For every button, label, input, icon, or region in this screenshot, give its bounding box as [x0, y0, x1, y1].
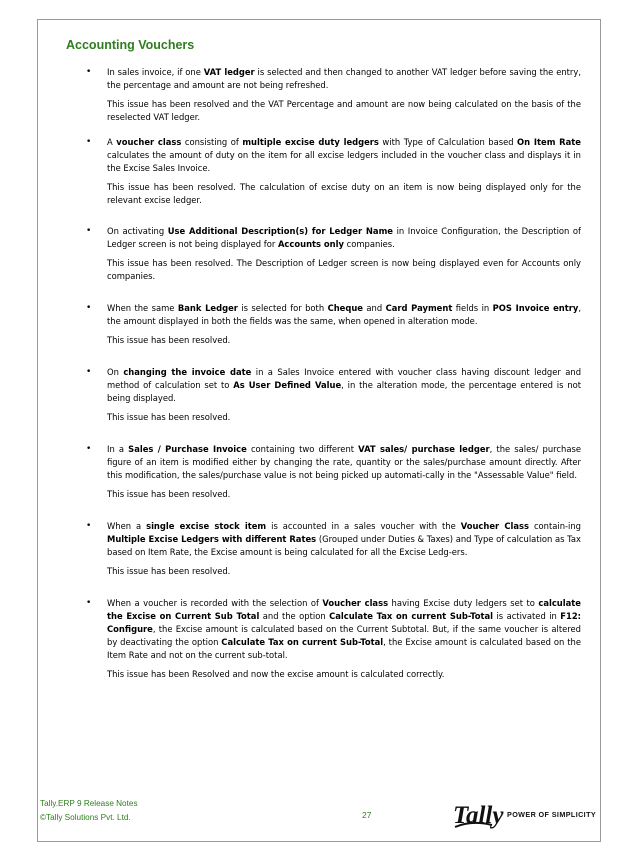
tally-logo [452, 796, 504, 834]
issue-resolution: This issue has been resolved. [107, 489, 231, 499]
issue-description: On activating Use Additional Description(s) for Ledger Name in Invoice Configuration, the Description of Ledger screen is not being displayed for Accounts only companies. [107, 226, 581, 249]
issue-description: In sales invoice, if one VAT ledger is selected and then changed to another VAT ledger before saving the entry, the percentage and amount are not being refreshed. [107, 67, 581, 90]
bullet-icon: • [86, 303, 92, 313]
issue-description: When a single excise stock item is accounted in a sales voucher with the Voucher Class contain-ing Multiple Excise Ledgers with different Rates (Grouped under Duties & Taxes) and Type of calculation as Tax based on Item Rate, the Excise amount is being calculated for all the Excise Ledg-ers. [107, 521, 582, 557]
issue-resolution: This issue has been resolved. [107, 335, 231, 345]
bullet-icon: • [86, 226, 92, 236]
issue-description: When a voucher is recorded with the selection of Voucher class having Excise duty ledgers set to calculate the Excise on Current Sub Total and the option Calculate Tax on current Sub-Total is activated in F12: Configure, the Excise amount is calculated based on the Current Subtotal. But, if the same voucher is altered by deactivating the option Calculate Tax on current Sub-Total, the Excise amount is calculated based on the Item Rate and not on the current sub-total. [107, 598, 582, 660]
issue-item [86, 520, 581, 578]
footer-doc-title: Tally.ERP 9 Release Notes [40, 799, 138, 808]
issue-item [86, 302, 581, 347]
footer [40, 797, 138, 825]
issue-resolution: This issue has been resolved. [107, 566, 231, 576]
issue-resolution: This issue has been Resolved and now the excise amount is calculated correctly. [107, 669, 445, 679]
issue-resolution: This issue has been resolved. The calculation of excise duty on an item is now being displayed only for the relevant excise ledger. [107, 182, 581, 205]
issue-description: A voucher class consisting of multiple excise duty ledgers with Type of Calculation based On Item Rate calculates the amount of duty on the item for all excise ledgers included in the voucher class and displays it in the Excise Sales Invoice. [107, 137, 581, 173]
issue-item [86, 66, 581, 124]
issue-item [86, 225, 581, 283]
bullet-icon: • [86, 67, 92, 77]
issue-resolution: This issue has been resolved and the VAT Percentage and amount are now being calculated on the basis of the reselected VAT ledger. [107, 99, 581, 122]
issue-item [86, 136, 581, 207]
page-number: 27 [362, 810, 372, 820]
issue-item [86, 366, 581, 424]
release-notes-list [86, 66, 581, 681]
issue-resolution: This issue has been resolved. [107, 412, 231, 422]
bullet-icon: • [86, 137, 92, 147]
bullet-icon: • [86, 367, 92, 377]
footer-copyright: ©Tally Solutions Pvt. Ltd. [40, 813, 131, 822]
issue-description: On changing the invoice date in a Sales Invoice entered with voucher class having discount ledger and method of calculation set to As User Defined Value, in the alteration mode, the percentage entered is not being displayed. [107, 367, 582, 403]
bullet-icon: • [86, 521, 92, 531]
issue-description: When the same Bank Ledger is selected for both Cheque and Card Payment fields in POS Invoice entry, the amount displayed in both the fields was the same, when opened in alteration mode. [107, 303, 581, 326]
tally-logo-text: Tally [453, 802, 504, 829]
issue-description: In a Sales / Purchase Invoice containing two different VAT sales/ purchase ledger, the sales/ purchase figure of an item is modified either by changing the rate, quantity or the sales/purchase amount directly. After this modification, the sales/purchase value is not being picked up automati-cally in the "Assessable Value" field. [107, 444, 581, 480]
issue-item [86, 597, 581, 681]
logo-tagline: POWER OF SIMPLICITY [507, 810, 597, 819]
issue-item [86, 443, 581, 501]
section-title: Accounting Vouchers [66, 38, 195, 52]
issue-resolution: This issue has been resolved. The Description of Ledger screen is now being displayed even for Accounts only companies. [107, 258, 581, 281]
bullet-icon: • [86, 598, 92, 608]
bullet-icon: • [86, 444, 92, 454]
